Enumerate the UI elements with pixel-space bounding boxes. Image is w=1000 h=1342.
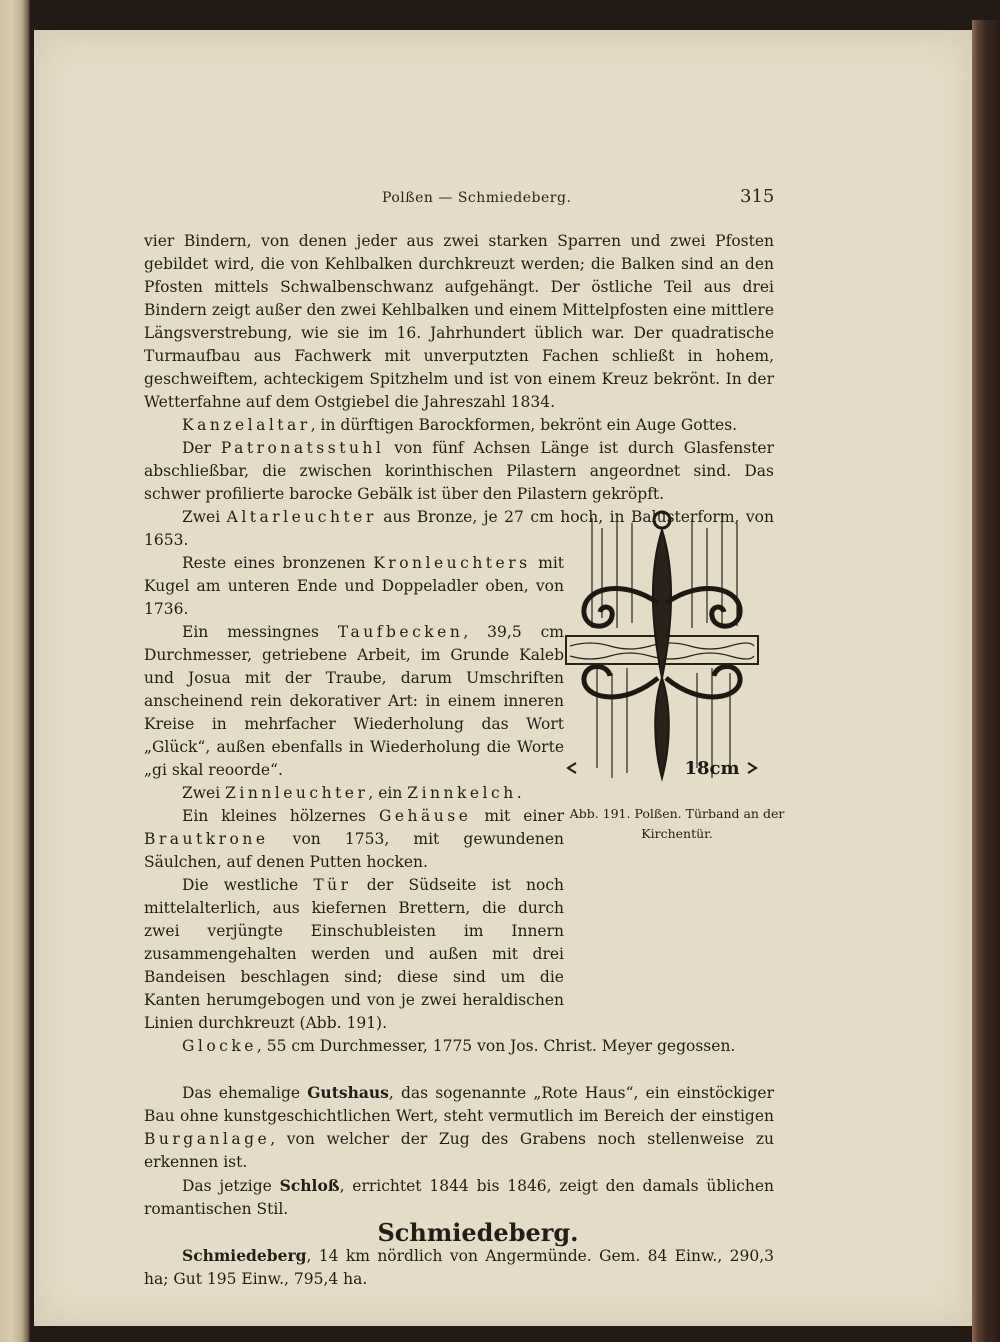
paragraph: Reste eines bronzenen Kronleuchters mit Kugel am unteren Ende und Doppeladler oben, von 1736. [144,554,565,618]
term: Tür [313,876,352,894]
door-hinge-illustration [562,508,762,798]
hinge-drawing [562,508,762,798]
paragraph: Kanzelaltar, in dürftigen Barockformen, bekrönt ein Auge Gottes. [182,416,738,434]
scale-label: 18cm [684,758,740,779]
page-number: 315 [740,186,775,207]
paragraph: Glocke, 55 cm Durchmesser, 1775 von Jos. Christ. Meyer gegossen. [182,1037,736,1055]
term: Schmiedeberg [182,1246,307,1265]
paragraph: Die westliche Tür der Südseite ist noch mittelalterlich, aus kiefernen Brettern, die durch zwei verjüngte Einschubleisten im Innern zusammengehalten werden und außen mit drei Bandeisen beschlagen sind; diese sind um die Kanten herumgebogen und von je zwei heraldischen Linien durchkreuzt (Abb. 191). [144,876,564,1032]
term: Brautkrone [144,830,269,848]
paragraph: Das jetzige Schloß, errichtet 1844 bis 1846, zeigt den damals üblichen romantischen Stil. [144,1176,774,1218]
paragraph: Der Patronatsstuhl von fünf Achsen Länge ist durch Glasfenster abschließbar, die zwischen korinthischen Pilastern angeordnet sind. Das schwer profilierte barocke Gebälk ist über den Pilastern gekröpft. [144,439,775,503]
term: Gehäuse [379,807,472,825]
paragraph: Ein kleines hölzernes Gehäuse mit einer Brautkrone von 1753, mit gewundenen Säulchen, auf denen Putten hocken. [144,807,564,871]
term: Gutshaus [307,1083,389,1102]
term: Kronleuchters [373,554,531,572]
spacer [144,1058,774,1081]
section-title: Schmiedeberg. [377,1218,579,1247]
term: Schloß [279,1176,340,1195]
left-page-edge [0,0,30,1342]
paragraph: Ein messingnes Taufbecken, 39,5 cm Durchmesser, getriebene Arbeit, im Grunde Kaleb und Josua mit der Traube, darum Umschriften anscheinend rein dekorativer Art: in einem inneren Kreise in mehrfacher Wiederholung das Wort „Glück“, außen ebenfalls in Wiederholung die Worte „gi skal reoorde“. [144,623,564,779]
caption-line: Abb. 191. Polßen. Türband an der [569,806,785,821]
page [34,30,972,1326]
term: Altarleuchter [226,508,377,526]
term: Patronatsstuhl [220,439,385,457]
term: Taufbecken [337,623,464,641]
term: Zinnleuchter [225,784,369,802]
wrapped-text-column [144,552,564,1035]
caption-line: Kirchentür. [641,826,713,841]
term: Zinnkelch [407,784,517,802]
running-head: Polßen — Schmiedeberg. [382,190,572,206]
figure-caption [562,804,792,844]
paragraph: Zwei Altarleuchter aus Bronze, je 27 cm hoch, in Balusterform, von 1653. [144,508,774,549]
page-header [34,186,972,214]
paragraph: Zwei Zinnleuchter, ein Zinnkelch. [182,784,522,802]
book-cover-edge [972,20,1000,1342]
paragraph: Das ehemalige Gutshaus, das sogenannte „Rote Haus“, ein einstöckiger Bau ohne kunstgeschichtlichen Wert, steht vermutlich im Bereich der einstigen Burganlage, von welcher der Zug des Grabens noch stellenweise zu erkennen ist. [144,1083,774,1171]
term: Burganlage [144,1130,271,1148]
paragraph: Schmiedeberg, 14 km nördlich von Angermünde. Gem. 84 Einw., 290,3 ha; Gut 195 Einw., 795,4 ha. [144,1246,774,1288]
term: Kanzelaltar [182,416,311,434]
paragraph: vier Bindern, von denen jeder aus zwei starken Sparren und zwei Pfosten gebildet wird, die von Kehlbalken durchkreuzt werden; die Balken sind an den Pfosten mittels Schwalbenschwanz aufgehängt. Der östliche Teil aus drei Bindern zeigt außer den zwei Kehlbalken und einem Mittelpfosten eine mittlere Längsverstrebung, wie sie im 16. Jahrhundert üblich war. Der quadratische Turmaufbau aus Fachwerk mit unverputzten Fachen schließt in hohem, geschweiftem, achteckigem Spitzhelm und ist von einem Kreuz bekrönt. In der Wetterfahne auf dem Ostgiebel die Jahreszahl 1834. [144,232,774,411]
term: Glocke [182,1037,257,1055]
